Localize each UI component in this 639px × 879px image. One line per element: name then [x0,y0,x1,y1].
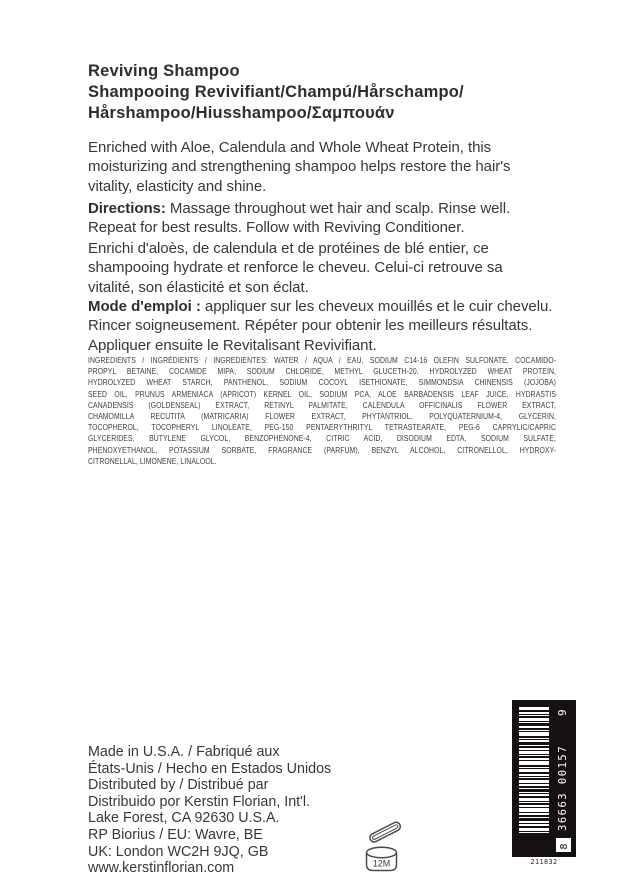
mode-demploi-line: Appliquer ensuite le Revitalisant Revivifiant. [88,336,377,354]
ingredients-line: GLYCERIDES, BUTYLENE GLYCOL, BENZOPHENONE-4, CITRIC ACID, DISODIUM EDTA, SODIUM SULFATE, [88,433,556,444]
description-en-line: vitality, elasticity and shine. [88,177,267,195]
description-en [88,138,510,196]
ingredients-line: HYDROLYZED WHEAT STARCH, PANTHENOL, SODIUM COCOYL ISETHIONATE, SIMMONDSIA CHINENSIS (JOJOBA) [88,377,556,388]
barcode-digits-middle: 36663 00157 [557,744,569,831]
product-title-block [88,61,464,124]
directions-text: Massage throughout wet hair and scalp. Rinse well. [165,200,511,217]
eu-rp-line: RP Biorius / EU: Wavre, BE [88,826,263,843]
mode-demploi-line: Rincer soigneusement. Répéter pour obtenir les meilleurs résultats. [88,317,533,335]
jar-rim-icon [367,847,397,857]
description-fr-line: shampooing hydrate et renforce le cheveu. Celui-ci retrouve sa [88,259,503,277]
distributor-address-line: Lake Forest, CA 92630 U.S.A. [88,810,280,827]
ingredients-line: PHENOXYETHANOL, POTASSIUM SORBATE, FRAGRANCE (PARFUM), BENZYL ALCOHOL, CITRONELLOL, HYDROXY- [88,444,556,455]
ingredients-line: CANADENSIS (GOLDENSEAL) EXTRACT, RETINYL PALMITATE, CALENDULA OFFICINALIS FLOWER EXTRACT, [88,399,556,410]
directions-line [88,199,510,218]
ingredients-line: INGREDIENTS / INGRÉDIENTS / INGREDIENTES: WATER / AQUA / EAU, SODIUM C14-16 OLEFIN SULFONATE, COCAMIDO- [88,355,556,365]
directions-line: Repeat for best results. Follow with Reviving Conditioner. [88,219,465,237]
distributed-by-line: Distributed by / Distribué par [88,777,269,794]
ingredients-line: CITRONELLAL, LIMONENE, LINALOOL. [88,455,217,466]
mode-demploi-line [88,297,552,316]
website-url: www.kerstinflorian.com [88,860,235,877]
product-name-translations-line2: Hårshampoo/Hiusshampoo/Σαμπουάν [88,104,395,122]
directions-label: Directions: [88,200,166,217]
ingredients-line: TOCOPHEROL, TOCOPHERYL LINOLEATE, PEG-150 PENTAERYTHRITYL TETRASTEARATE, PEG-6 CAPRYLIC/CAPRIC [88,422,556,433]
made-in-line: États-Unis / Hecho en Estados Unidos [88,760,332,777]
made-in-line: Made in U.S.A. / Fabriqué aux [88,744,280,760]
description-fr-line: Enrichi d'aloès, de calendula et de protéines de blé entier, ce [88,240,489,257]
distributor-block [88,744,331,877]
description-fr-line: vitalité, son élasticité et son éclat. [88,278,309,296]
description-en-line: Enriched with Aloe, Calendula and Whole Wheat Protein, this [88,139,492,156]
ingredients-block [88,355,556,467]
ingredients-line: PROPYL BETAINE, COCAMIDE MIPA, SODIUM CHLORIDE, METHYL GLUCETH-20, HYDROLYZED WHEAT PROTEIN, [88,366,556,377]
mode-demploi [88,297,552,355]
pao-12m-icon [357,820,409,877]
barcode [512,700,576,857]
product-name: Reviving Shampoo [88,62,240,80]
barcode-digit-top: 9 [556,709,569,716]
barcode-digit-bottom: 8 [559,843,570,850]
description-fr [88,239,503,297]
directions [88,199,510,238]
product-name-translations-line1: Shampooing Revivifiant/Champú/Hårschampo/ [88,83,464,101]
mode-demploi-label: Mode d'emploi : [88,298,201,315]
distributor-name-line: Distribuido por Kerstin Florian, Int'l. [88,793,311,810]
ingredients-line: CHAMOMILLA RECUTITA (MATRICARIA) FLOWER EXTRACT, PHYTANTRIOL, POLYQUATERNIUM-4, GLYCERIN, [88,411,556,422]
pao-months-text: 12M [372,858,391,869]
ingredients-line: SEED OIL, PRUNUS ARMENIACA (APRICOT) KERNEL OIL, SODIUM PCA, ALOE BARBADENSIS LEAF JUICE, HYDRASTIS [88,388,556,399]
print-code: 211832 [530,858,558,866]
mode-demploi-text: appliquer sur les cheveux mouillés et le cuir chevelu. [200,298,553,315]
description-en-line: moisturizing and strengthening shampoo helps restore the hair's [88,158,511,176]
jar-lid-icon [368,821,401,844]
uk-address-line: UK: London WC2H 9JQ, GB [88,843,269,860]
